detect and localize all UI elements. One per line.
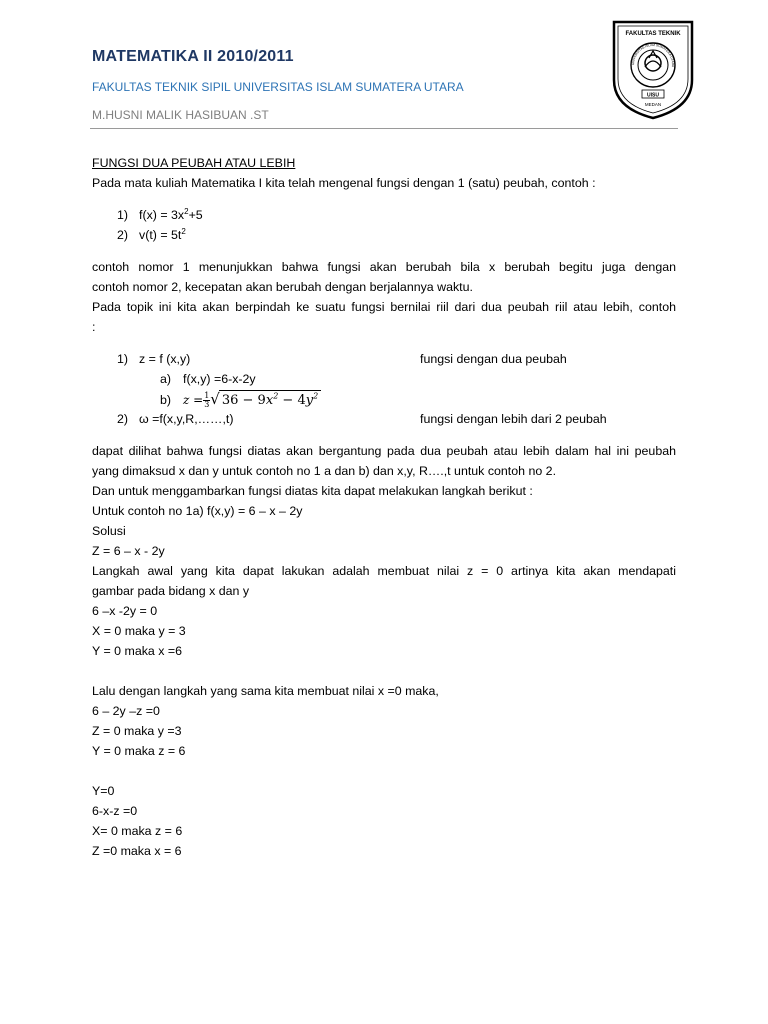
header-divider	[90, 128, 678, 129]
radicand-var: x	[265, 393, 274, 408]
paragraph-line: Pada topik ini kita akan berpindah ke suatu fungsi bernilai riil dari dua peubah riil atau lebih, contoh	[92, 300, 676, 314]
paragraph-line: :	[92, 320, 96, 334]
document-title: MATEMATIKA II 2010/2011	[92, 48, 294, 65]
formula-text: v(t) = 5t	[139, 228, 182, 242]
function-item-2	[92, 409, 676, 429]
paragraph-line: contoh nomor 1 menunjukkan bahwa fungsi akan berubah bila x berubah begitu juga dengan	[92, 260, 676, 274]
radicand-part: − 4	[278, 393, 306, 408]
formula-text: f(x,y) =6-x-2y	[183, 372, 256, 386]
document-body	[92, 153, 676, 861]
logo-top-text: FAKULTAS TEKNIK	[625, 31, 681, 37]
math-formula	[183, 390, 321, 409]
equation-line: Y = 0 maka z = 6	[92, 744, 186, 758]
equation-line: Z = 0 maka y =3	[92, 724, 182, 738]
formula-lhs: z =	[183, 393, 204, 407]
paragraph-line: Langkah awal yang kita dapat lakukan adalah membuat nilai z = 0 artinya kita akan mendapati	[92, 564, 676, 578]
function-description: fungsi dengan dua peubah	[420, 352, 567, 366]
equation-line: Y=0	[92, 784, 115, 798]
university-logo	[612, 20, 694, 120]
sublist-label: a)	[160, 372, 172, 386]
superscript: 2	[181, 226, 186, 236]
list-number: 1)	[117, 208, 129, 222]
formula-text: +5	[188, 208, 203, 222]
equation-line: 6-x-z =0	[92, 804, 138, 818]
equation-line: X= 0 maka z = 6	[92, 824, 183, 838]
superscript: 2	[313, 391, 319, 401]
logo-banner-text: UISU	[647, 92, 659, 99]
intro-paragraph: Pada mata kuliah Matematika I kita telah mengenal fungsi dengan 1 (satu) peubah, contoh :	[92, 176, 596, 190]
example-2	[92, 225, 676, 245]
radicand	[219, 390, 321, 411]
equation-line: X = 0 maka y = 3	[92, 624, 186, 638]
equation-line: Z = 6 – x - 2y	[92, 544, 165, 558]
solution-label: Solusi	[92, 524, 126, 538]
paragraph-line: Lalu dengan langkah yang sama kita membuat nilai x =0 maka,	[92, 684, 439, 698]
shield-emblem-icon	[612, 20, 694, 120]
equation-line: 6 –x -2y = 0	[92, 604, 158, 618]
radical-sign-icon: √	[210, 390, 220, 408]
logo-ring-text: UNIVERSITAS ISLAM SUMATERA UTARA	[630, 42, 676, 68]
function-description: fungsi dengan lebih dari 2 peubah	[420, 412, 607, 426]
equation-line: Y = 0 maka x =6	[92, 644, 183, 658]
faculty-subtitle: FAKULTAS TEKNIK SIPIL UNIVERSITAS ISLAM SUMATERA UTARA	[92, 80, 464, 94]
radicand-part: 36 − 9	[221, 393, 266, 408]
list-number: 1)	[117, 352, 129, 366]
author-name: M.HUSNI MALIK HASIBUAN .ST	[92, 108, 269, 122]
paragraph-line: yang dimaksud x dan y untuk contoh no 1 a dan b) dan x,y, R….,t untuk contoh no 2.	[92, 464, 557, 478]
list-number: 2)	[117, 412, 129, 426]
paragraph-line: Dan untuk menggambarkan fungsi diatas kita dapat melakukan langkah berikut :	[92, 484, 533, 498]
superscript: 2	[184, 206, 189, 216]
list-number: 2)	[117, 228, 129, 242]
function-item-1b	[92, 389, 676, 409]
function-item-1	[92, 349, 676, 369]
example-1	[92, 205, 676, 225]
sublist-label: b)	[160, 393, 172, 407]
equation-line: 6 – 2y –z =0	[92, 704, 160, 718]
fraction-numerator: 1	[204, 391, 210, 400]
paragraph-line: gambar pada bidang x dan y	[92, 584, 250, 598]
formula-text: f(x) = 3x	[139, 208, 185, 222]
example-statement: Untuk contoh no 1a) f(x,y) = 6 – x – 2y	[92, 504, 303, 518]
fraction-denominator: 3	[204, 400, 210, 409]
equation-line: Z =0 maka x = 6	[92, 844, 182, 858]
superscript: 2	[273, 391, 279, 401]
section-heading: FUNGSI DUA PEUBAH ATAU LEBIH	[92, 156, 296, 170]
function-item-1a	[92, 369, 676, 389]
paragraph-line: contoh nomor 2, kecepatan akan berubah dengan berjalannya waktu.	[92, 280, 473, 294]
formula-text: ω =f(x,y,R,……,t)	[139, 412, 234, 426]
formula-text: z = f (x,y)	[139, 352, 191, 366]
paragraph-line: dapat dilihat bahwa fungsi diatas akan bergantung pada dua peubah atau lebih dalam hal ini peubah	[92, 444, 676, 458]
radicand-var: y	[305, 393, 314, 408]
logo-city-text: MEDAN	[644, 102, 662, 107]
